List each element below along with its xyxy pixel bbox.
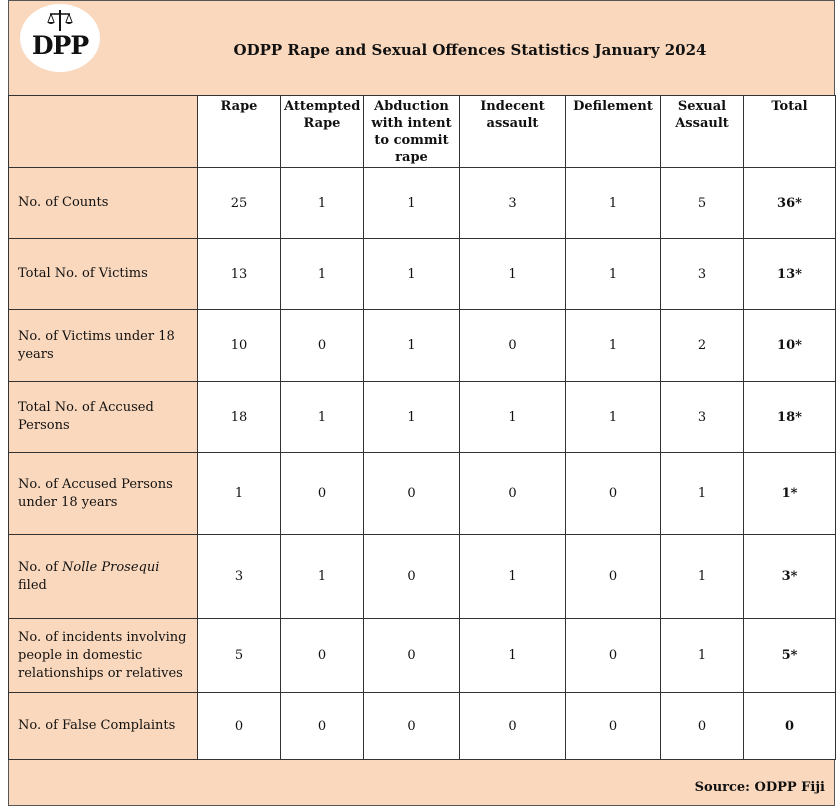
table-row: [9, 535, 836, 619]
footer: [8, 758, 835, 806]
total-cell: 36*: [744, 168, 836, 239]
table-cell: 0: [566, 693, 661, 760]
total-cell: 13*: [744, 239, 836, 310]
page-title: ODPP Rape and Sexual Offences Statistics January 2024: [233, 41, 707, 59]
table-cell: 1: [460, 239, 566, 310]
table-row: [9, 619, 836, 693]
table-row: [9, 453, 836, 535]
table-cell: 0: [364, 535, 460, 619]
table-cell: 1: [281, 535, 364, 619]
scales-of-justice-icon: [47, 9, 73, 33]
table-row: [9, 382, 836, 453]
row-label: No. of False Complaints: [9, 693, 198, 760]
table-cell: 1: [364, 310, 460, 382]
table-cell: 2: [661, 310, 744, 382]
table-cell: 1: [281, 168, 364, 239]
table-cell: 18: [198, 382, 281, 453]
table-cell: 1: [566, 382, 661, 453]
table-cell: 3: [460, 168, 566, 239]
header-row: [9, 96, 836, 168]
table-cell: 0: [281, 310, 364, 382]
row-label: Total No. of Victims: [9, 239, 198, 310]
column-header: Sexual Assault: [661, 96, 744, 168]
table-cell: 0: [566, 535, 661, 619]
table-cell: 0: [364, 619, 460, 693]
table-row: [9, 168, 836, 239]
total-cell: 18*: [744, 382, 836, 453]
table-cell: 1: [566, 310, 661, 382]
table-cell: 3: [661, 382, 744, 453]
table-cell: 3: [198, 535, 281, 619]
table-cell: 1: [566, 239, 661, 310]
logo-text: DPP: [31, 31, 89, 60]
table-cell: 0: [281, 619, 364, 693]
table-cell: 1: [460, 619, 566, 693]
table-row: [9, 239, 836, 310]
table-cell: 10: [198, 310, 281, 382]
table-row: [9, 310, 836, 382]
total-cell: 1*: [744, 453, 836, 535]
table-cell: 0: [460, 693, 566, 760]
table-cell: 5: [661, 168, 744, 239]
table-cell: 1: [566, 168, 661, 239]
header-corner: [9, 96, 198, 168]
total-cell: 3*: [744, 535, 836, 619]
row-label-suffix: filed: [18, 577, 47, 593]
table-cell: 1: [364, 382, 460, 453]
table-cell: 0: [198, 693, 281, 760]
table-cell: 3: [661, 239, 744, 310]
table-cell: 25: [198, 168, 281, 239]
table-cell: 1: [460, 382, 566, 453]
row-label-italic: Nolle Prosequi: [62, 559, 160, 575]
table-cell: 0: [281, 693, 364, 760]
row-label: No. of Accused Persons under 18 years: [9, 453, 198, 535]
row-label: [9, 535, 198, 619]
table-cell: 1: [281, 239, 364, 310]
table-cell: 0: [661, 693, 744, 760]
row-label: No. of incidents involving people in domestic relationships or relatives: [9, 619, 198, 693]
total-cell: 10*: [744, 310, 836, 382]
table-cell: 0: [566, 619, 661, 693]
source-note: Source: ODPP Fiji: [694, 780, 825, 795]
statistics-table: [8, 95, 836, 760]
table-cell: 1: [661, 453, 744, 535]
column-header: Abduction with intent to commit rape: [364, 96, 460, 168]
total-cell: 0: [744, 693, 836, 760]
table-cell: 0: [460, 310, 566, 382]
total-cell: 5*: [744, 619, 836, 693]
table-cell: 0: [364, 453, 460, 535]
table-cell: 0: [460, 453, 566, 535]
table-cell: 1: [661, 535, 744, 619]
table-cell: 1: [460, 535, 566, 619]
column-header: Indecent assault: [460, 96, 566, 168]
table-cell: 1: [364, 239, 460, 310]
table-cell: 0: [364, 693, 460, 760]
row-label: Total No. of Accused Persons: [9, 382, 198, 453]
table-row: [9, 693, 836, 760]
table-cell: 0: [566, 453, 661, 535]
table-cell: 1: [281, 382, 364, 453]
row-label: No. of Counts: [9, 168, 198, 239]
table-cell: 1: [661, 619, 744, 693]
row-label-prefix: No. of: [18, 559, 63, 575]
table-cell: 13: [198, 239, 281, 310]
column-header: Rape: [198, 96, 281, 168]
row-label: No. of Victims under 18 years: [9, 310, 198, 382]
table-cell: 1: [198, 453, 281, 535]
table-cell: 5: [198, 619, 281, 693]
column-header: Attempted Rape: [281, 96, 364, 168]
column-header: Defilement: [566, 96, 661, 168]
table-cell: 1: [364, 168, 460, 239]
table-cell: 0: [281, 453, 364, 535]
dpp-logo: [20, 4, 100, 72]
column-header: Total: [744, 96, 836, 168]
